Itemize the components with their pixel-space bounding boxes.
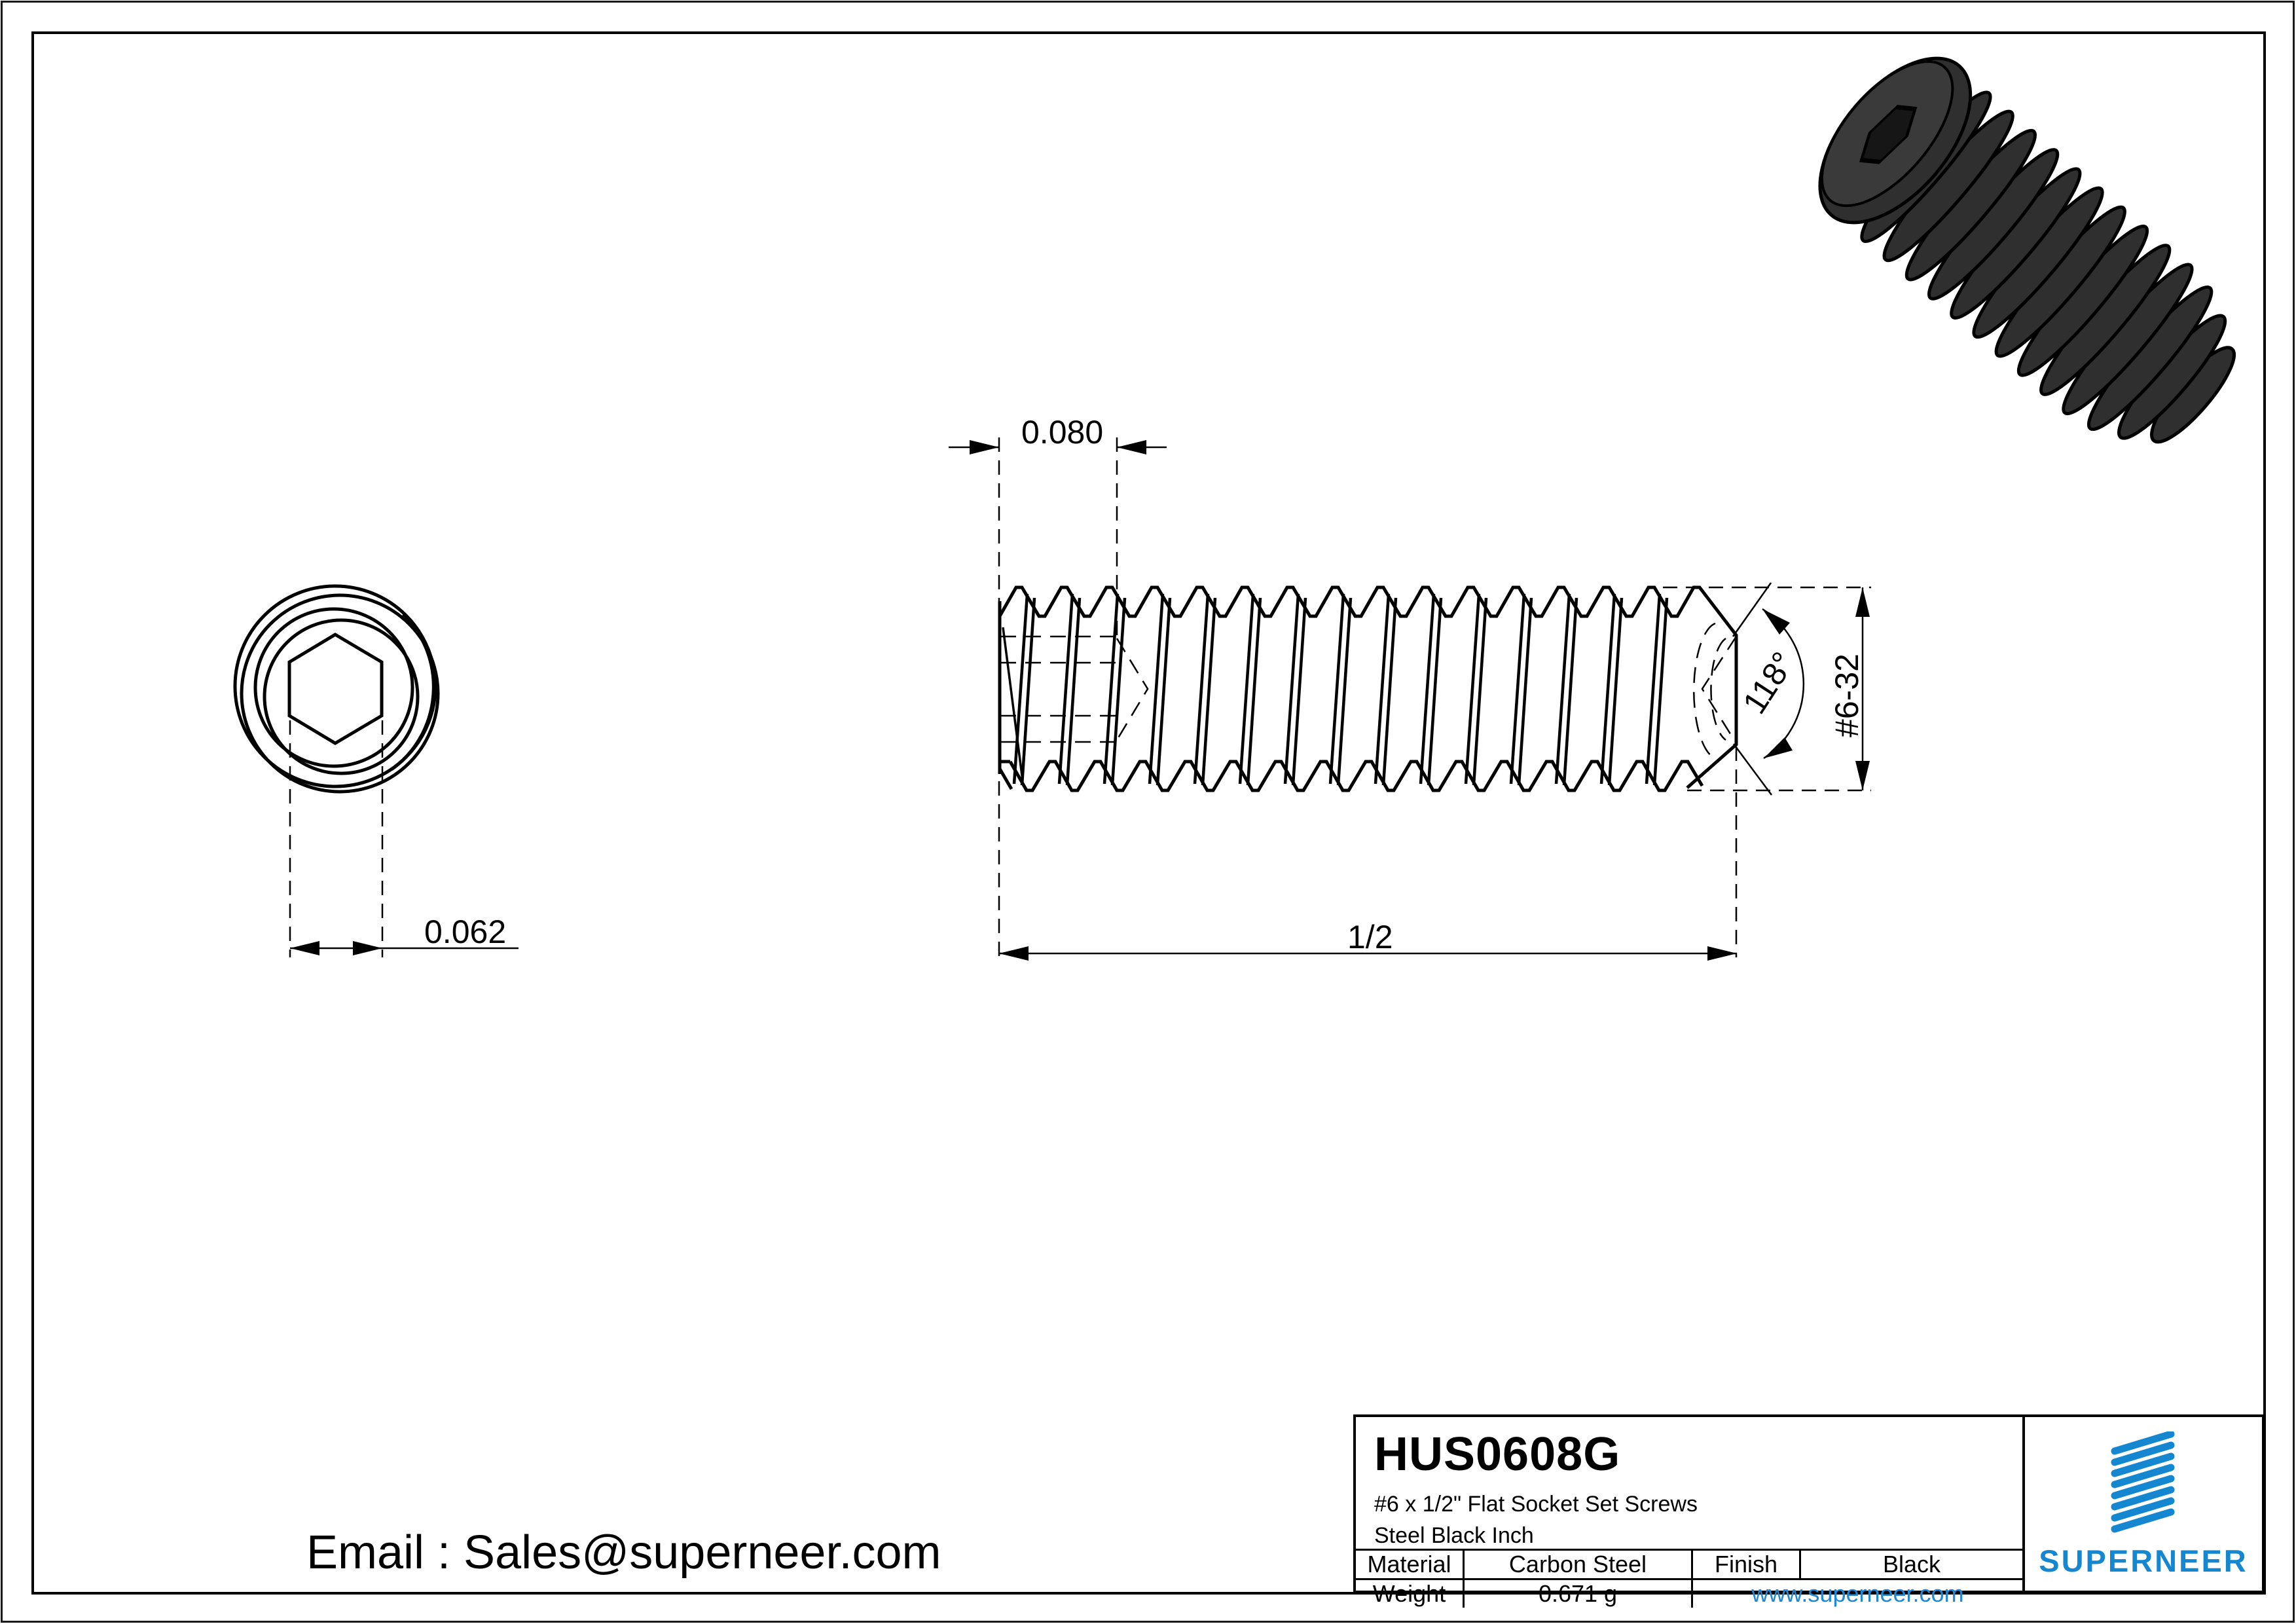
weight-website-row (1356, 1578, 2022, 1608)
end-view (235, 586, 438, 792)
part-description-area (1356, 1417, 2022, 1551)
material-value: Carbon Steel (1463, 1551, 1691, 1578)
point-arc-hidden-2 (1711, 638, 1726, 740)
arrowhead-right-icon (1707, 946, 1737, 961)
part-description-line2: Steel Black Inch (1374, 1523, 1534, 1548)
arrowhead-left-icon (1117, 440, 1146, 454)
arrowhead-left-icon (290, 941, 319, 955)
part-number: HUS0608G (1374, 1428, 1621, 1481)
arrowhead-icon (1764, 737, 1793, 758)
angle-leg-top (1733, 583, 1771, 637)
dim-label-socket-depth: 0.080 (1021, 414, 1104, 451)
weight-value: 0.671 g (1463, 1580, 1691, 1608)
dim-label-point-angle: 118° (1736, 645, 1802, 720)
hex-socket-outline (289, 635, 382, 743)
title-block (1353, 1414, 2265, 1607)
material-finish-row (1356, 1551, 2022, 1578)
brand-logo-box (2022, 1417, 2262, 1591)
arrowhead-down-icon (1855, 761, 1870, 790)
left-end-face (1000, 601, 1011, 789)
arrowhead-right-icon (353, 941, 382, 955)
point-arc-hidden (1694, 623, 1715, 758)
dim-label-socket-width: 0.062 (424, 913, 507, 950)
screw-3d-render (1792, 31, 2270, 480)
finish-label: Finish (1691, 1551, 1799, 1578)
title-block-info (1356, 1417, 2022, 1607)
dim-label-thread-size: #6-32 (1829, 654, 1865, 737)
inner-circle-offset (264, 620, 418, 773)
arrowhead-up-icon (1855, 587, 1870, 617)
finish-value: Black (1799, 1551, 2022, 1578)
dim-label-length: 1/2 (1347, 919, 1393, 955)
superneer-logo-icon (2111, 1431, 2176, 1536)
contact-email: Email : Sales@superneer.com (306, 1526, 941, 1579)
website-link[interactable]: www.superneer.com (1691, 1580, 2022, 1608)
outer-circle-offset (242, 595, 438, 792)
arrowhead-right-icon (970, 440, 999, 454)
arrowhead-left-icon (999, 946, 1029, 961)
dim-socket-depth (949, 437, 1167, 957)
side-view (1000, 587, 1736, 790)
part-description-line1: #6 x 1/2" Flat Socket Set Screws (1374, 1492, 1698, 1517)
point-cone-hidden (1702, 637, 1736, 743)
weight-label: Weight (1372, 1580, 1446, 1607)
material-label: Material (1367, 1551, 1451, 1578)
brand-name: SUPERNEER (2039, 1543, 2248, 1578)
angle-leg-bottom (1734, 744, 1772, 795)
